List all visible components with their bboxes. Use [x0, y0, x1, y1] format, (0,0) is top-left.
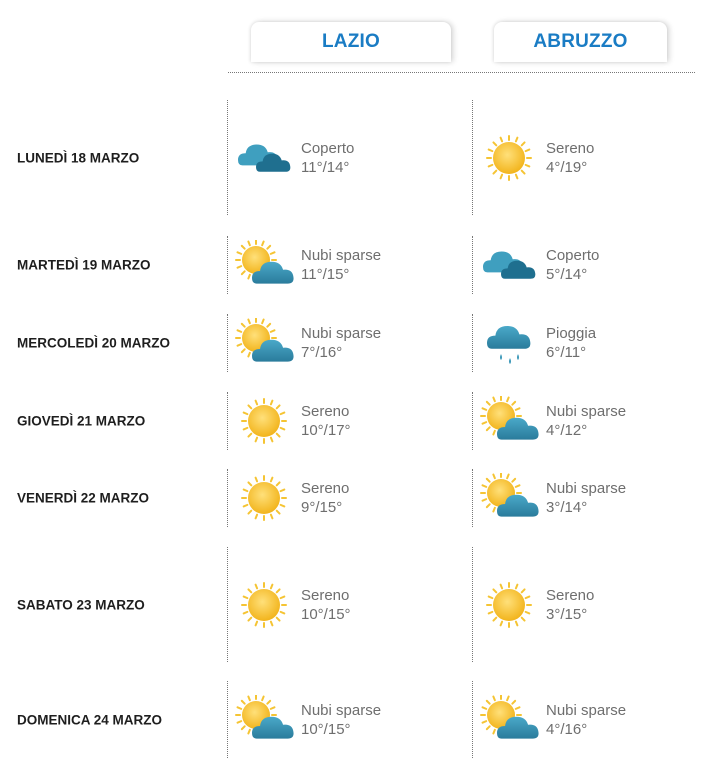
tab-lazio[interactable] — [251, 22, 451, 62]
partly-cloudy-icon — [234, 240, 294, 290]
temperature-range: 4°/16° — [546, 720, 588, 738]
sun-icon — [234, 396, 294, 446]
partly-cloudy-icon — [479, 473, 539, 523]
forecast-cell-lazio — [227, 392, 447, 450]
temperature-range: 10°/15° — [301, 605, 351, 623]
overcast-cloud-icon — [234, 133, 294, 183]
tab-abruzzo[interactable] — [494, 22, 667, 62]
sun-icon — [479, 580, 539, 630]
weather-description — [301, 324, 381, 362]
forecast-row — [0, 314, 711, 372]
condition-text: Nubi sparse — [546, 403, 627, 420]
temperature-range: 9°/15° — [301, 499, 343, 516]
forecast-cell-abruzzo — [472, 314, 692, 372]
condition-text: Coperto — [546, 247, 600, 264]
day-label: SABATO 23 MARZO — [17, 597, 145, 612]
condition-text: Sereno — [301, 403, 350, 420]
weather-description — [546, 479, 626, 517]
forecast-cell-abruzzo — [472, 392, 692, 450]
forecast-cell-abruzzo — [472, 100, 692, 215]
condition-text: Pioggia — [546, 325, 597, 342]
day-label: VENERDÌ 22 MARZO — [17, 490, 150, 506]
condition-text: Nubi sparse — [301, 325, 382, 342]
weather-description — [301, 701, 381, 739]
weather-description — [301, 479, 349, 517]
partly-cloudy-icon — [234, 318, 294, 368]
sun-icon — [479, 133, 539, 183]
partly-cloudy-icon — [234, 695, 294, 745]
tab-lazio-label: LAZIO — [322, 31, 380, 52]
rain-cloud-icon — [479, 318, 539, 368]
day-label: MERCOLEDÌ 20 MARZO — [17, 335, 171, 351]
weather-description — [546, 586, 594, 624]
condition-text: Nubi sparse — [301, 247, 382, 264]
temperature-range: 11°/15° — [301, 266, 350, 283]
forecast-row — [0, 236, 711, 294]
weather-description — [301, 246, 381, 284]
forecast-cell-lazio — [227, 681, 447, 758]
tab-abruzzo-label: ABRUZZO — [533, 31, 628, 52]
condition-text: Sereno — [546, 139, 595, 157]
day-label: MARTEDÌ 19 MARZO — [17, 257, 151, 273]
weather-description — [301, 586, 351, 624]
forecast-cell-lazio — [227, 469, 447, 527]
temperature-range: 4°/12° — [546, 422, 588, 439]
partly-cloudy-icon — [479, 396, 539, 446]
temperature-range: 4°/19° — [546, 158, 588, 176]
header-divider — [228, 72, 695, 73]
condition-text: Sereno — [301, 586, 350, 604]
forecast-cell-lazio — [227, 236, 447, 294]
forecast-cell-abruzzo — [472, 236, 692, 294]
sun-icon — [234, 473, 294, 523]
temperature-range: 3°/15° — [546, 605, 588, 623]
partly-cloudy-icon — [479, 695, 539, 745]
day-label: DOMENICA 24 MARZO — [17, 712, 163, 727]
weather-description — [546, 139, 594, 177]
day-label: GIOVEDÌ 21 MARZO — [17, 413, 146, 429]
weather-description — [301, 139, 354, 177]
sun-icon — [234, 580, 294, 630]
temperature-range: 11°/14° — [301, 158, 350, 176]
temperature-range: 5°/14° — [546, 266, 588, 283]
temperature-range: 7°/16° — [301, 344, 343, 361]
day-label: LUNEDÌ 18 MARZO — [17, 150, 140, 165]
forecast-row — [0, 100, 711, 215]
temperature-range: 10°/17° — [301, 422, 351, 439]
forecast-row — [0, 469, 711, 527]
overcast-cloud-icon — [479, 240, 539, 290]
condition-text: Sereno — [546, 586, 595, 604]
forecast-cell-abruzzo — [472, 469, 692, 527]
weather-description — [546, 324, 596, 362]
condition-text: Nubi sparse — [546, 701, 627, 719]
forecast-cell-lazio — [227, 314, 447, 372]
temperature-range: 6°/11° — [546, 344, 587, 361]
weather-description — [301, 402, 351, 440]
weather-description — [546, 701, 626, 739]
weather-description — [546, 246, 599, 284]
forecast-cell-abruzzo — [472, 547, 692, 662]
condition-text: Sereno — [301, 480, 350, 497]
weather-description — [546, 402, 626, 440]
condition-text: Nubi sparse — [301, 701, 382, 719]
forecast-cell-lazio — [227, 547, 447, 662]
condition-text: Coperto — [301, 139, 355, 157]
temperature-range: 3°/14° — [546, 499, 588, 516]
condition-text: Nubi sparse — [546, 480, 627, 497]
forecast-row — [0, 681, 711, 758]
forecast-row — [0, 392, 711, 450]
temperature-range: 10°/15° — [301, 720, 351, 738]
forecast-cell-abruzzo — [472, 681, 692, 758]
forecast-cell-lazio — [227, 100, 447, 215]
forecast-row — [0, 547, 711, 662]
